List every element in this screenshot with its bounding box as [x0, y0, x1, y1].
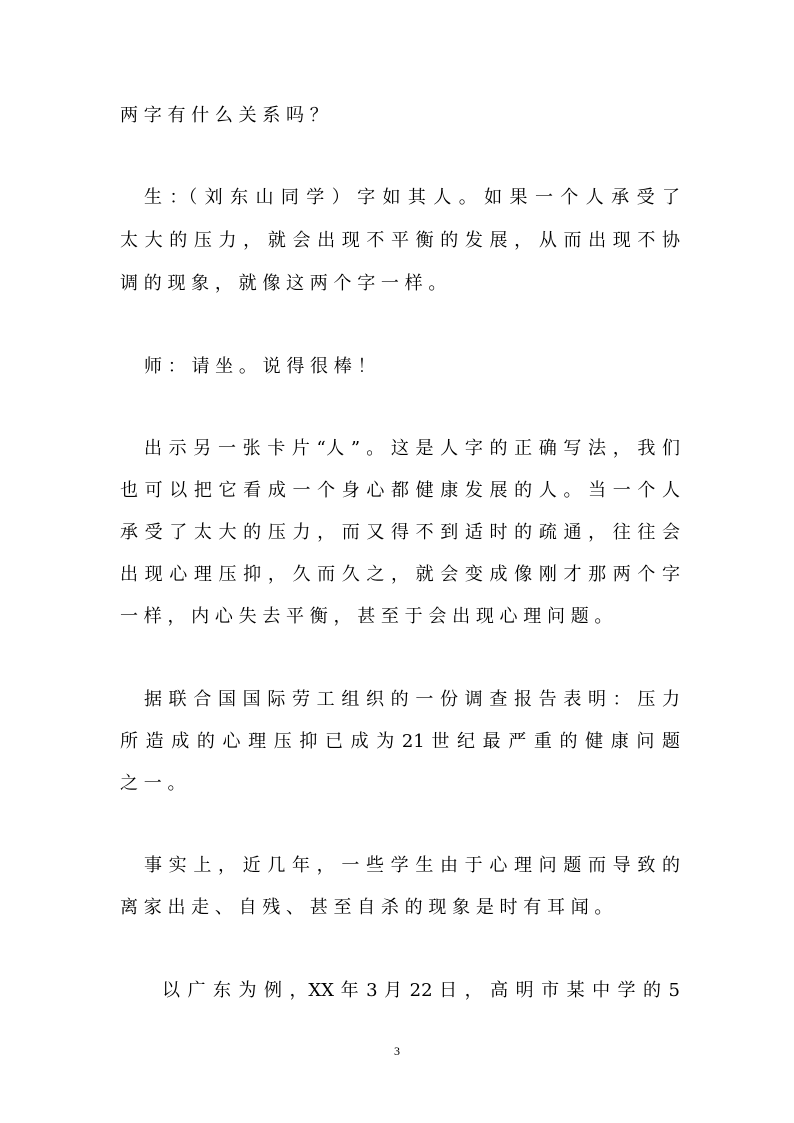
text-line: 离 家 出 走 、 自 残 、 甚 至 自 杀 的 现 象 是 时 有 耳 闻 。 [120, 897, 613, 918]
text-line: 出 现 心 理 压 抑 ， 久 而 久 之 ， 就 会 变 成 像 刚 才 那 两 个 字 [120, 564, 680, 585]
page-number: 3 [394, 1044, 400, 1058]
text-line: 师 ： 请 坐 。 说 得 很 棒 ！ [144, 356, 376, 377]
text-line: 以 广 东 为 例 ，XX 年 3 月 22 日 ， 高 明 市 某 中 学 的 5 [162, 980, 680, 1001]
text-line: 据 联 合 国 国 际 劳 工 组 织 的 一 份 调 查 报 告 表 明 ： 压 力 [144, 689, 680, 710]
text-line: 一 样 ， 内 心 失 去 平 衡 ， 甚 至 于 会 出 现 心 理 问 题 。 [120, 606, 613, 627]
text-line: 调 的 现 象 ， 就 像 这 两 个 字 一 样 。 [120, 273, 447, 294]
text-line: 事 实 上 ， 近 几 年 ， 一 些 学 生 由 于 心 理 问 题 而 导 致 的 [144, 855, 680, 876]
text-line: 两 字 有 什 么 关 系 吗 ？ [120, 105, 328, 126]
text-line: 也 可 以 把 它 看 成 一 个 身 心 都 健 康 发 展 的 人 。 当 一 个 人 [120, 480, 680, 501]
text-line: 太 大 的 压 力 ， 就 会 出 现 不 平 衡 的 发 展 ， 从 而 出 现 不 协 [120, 230, 680, 251]
text-line: 生 ：（ 刘 东 山 同 学 ） 字 如 其 人 。 如 果 一 个 人 承 受 了 [144, 187, 680, 208]
text-line: 出 示 另 一 张 卡 片 “人 ” 。 这 是 人 字 的 正 确 写 法 ， 我 们 [144, 438, 680, 459]
text-line: 承 受 了 太 大 的 压 力 ， 而 又 得 不 到 适 时 的 疏 通 ， 往 往 会 [120, 522, 680, 543]
text-line: 之 一 。 [120, 773, 186, 794]
text-line: 所 造 成 的 心 理 压 抑 已 成 为 21 世 纪 最 严 重 的 健 康 问 题 [120, 731, 680, 752]
